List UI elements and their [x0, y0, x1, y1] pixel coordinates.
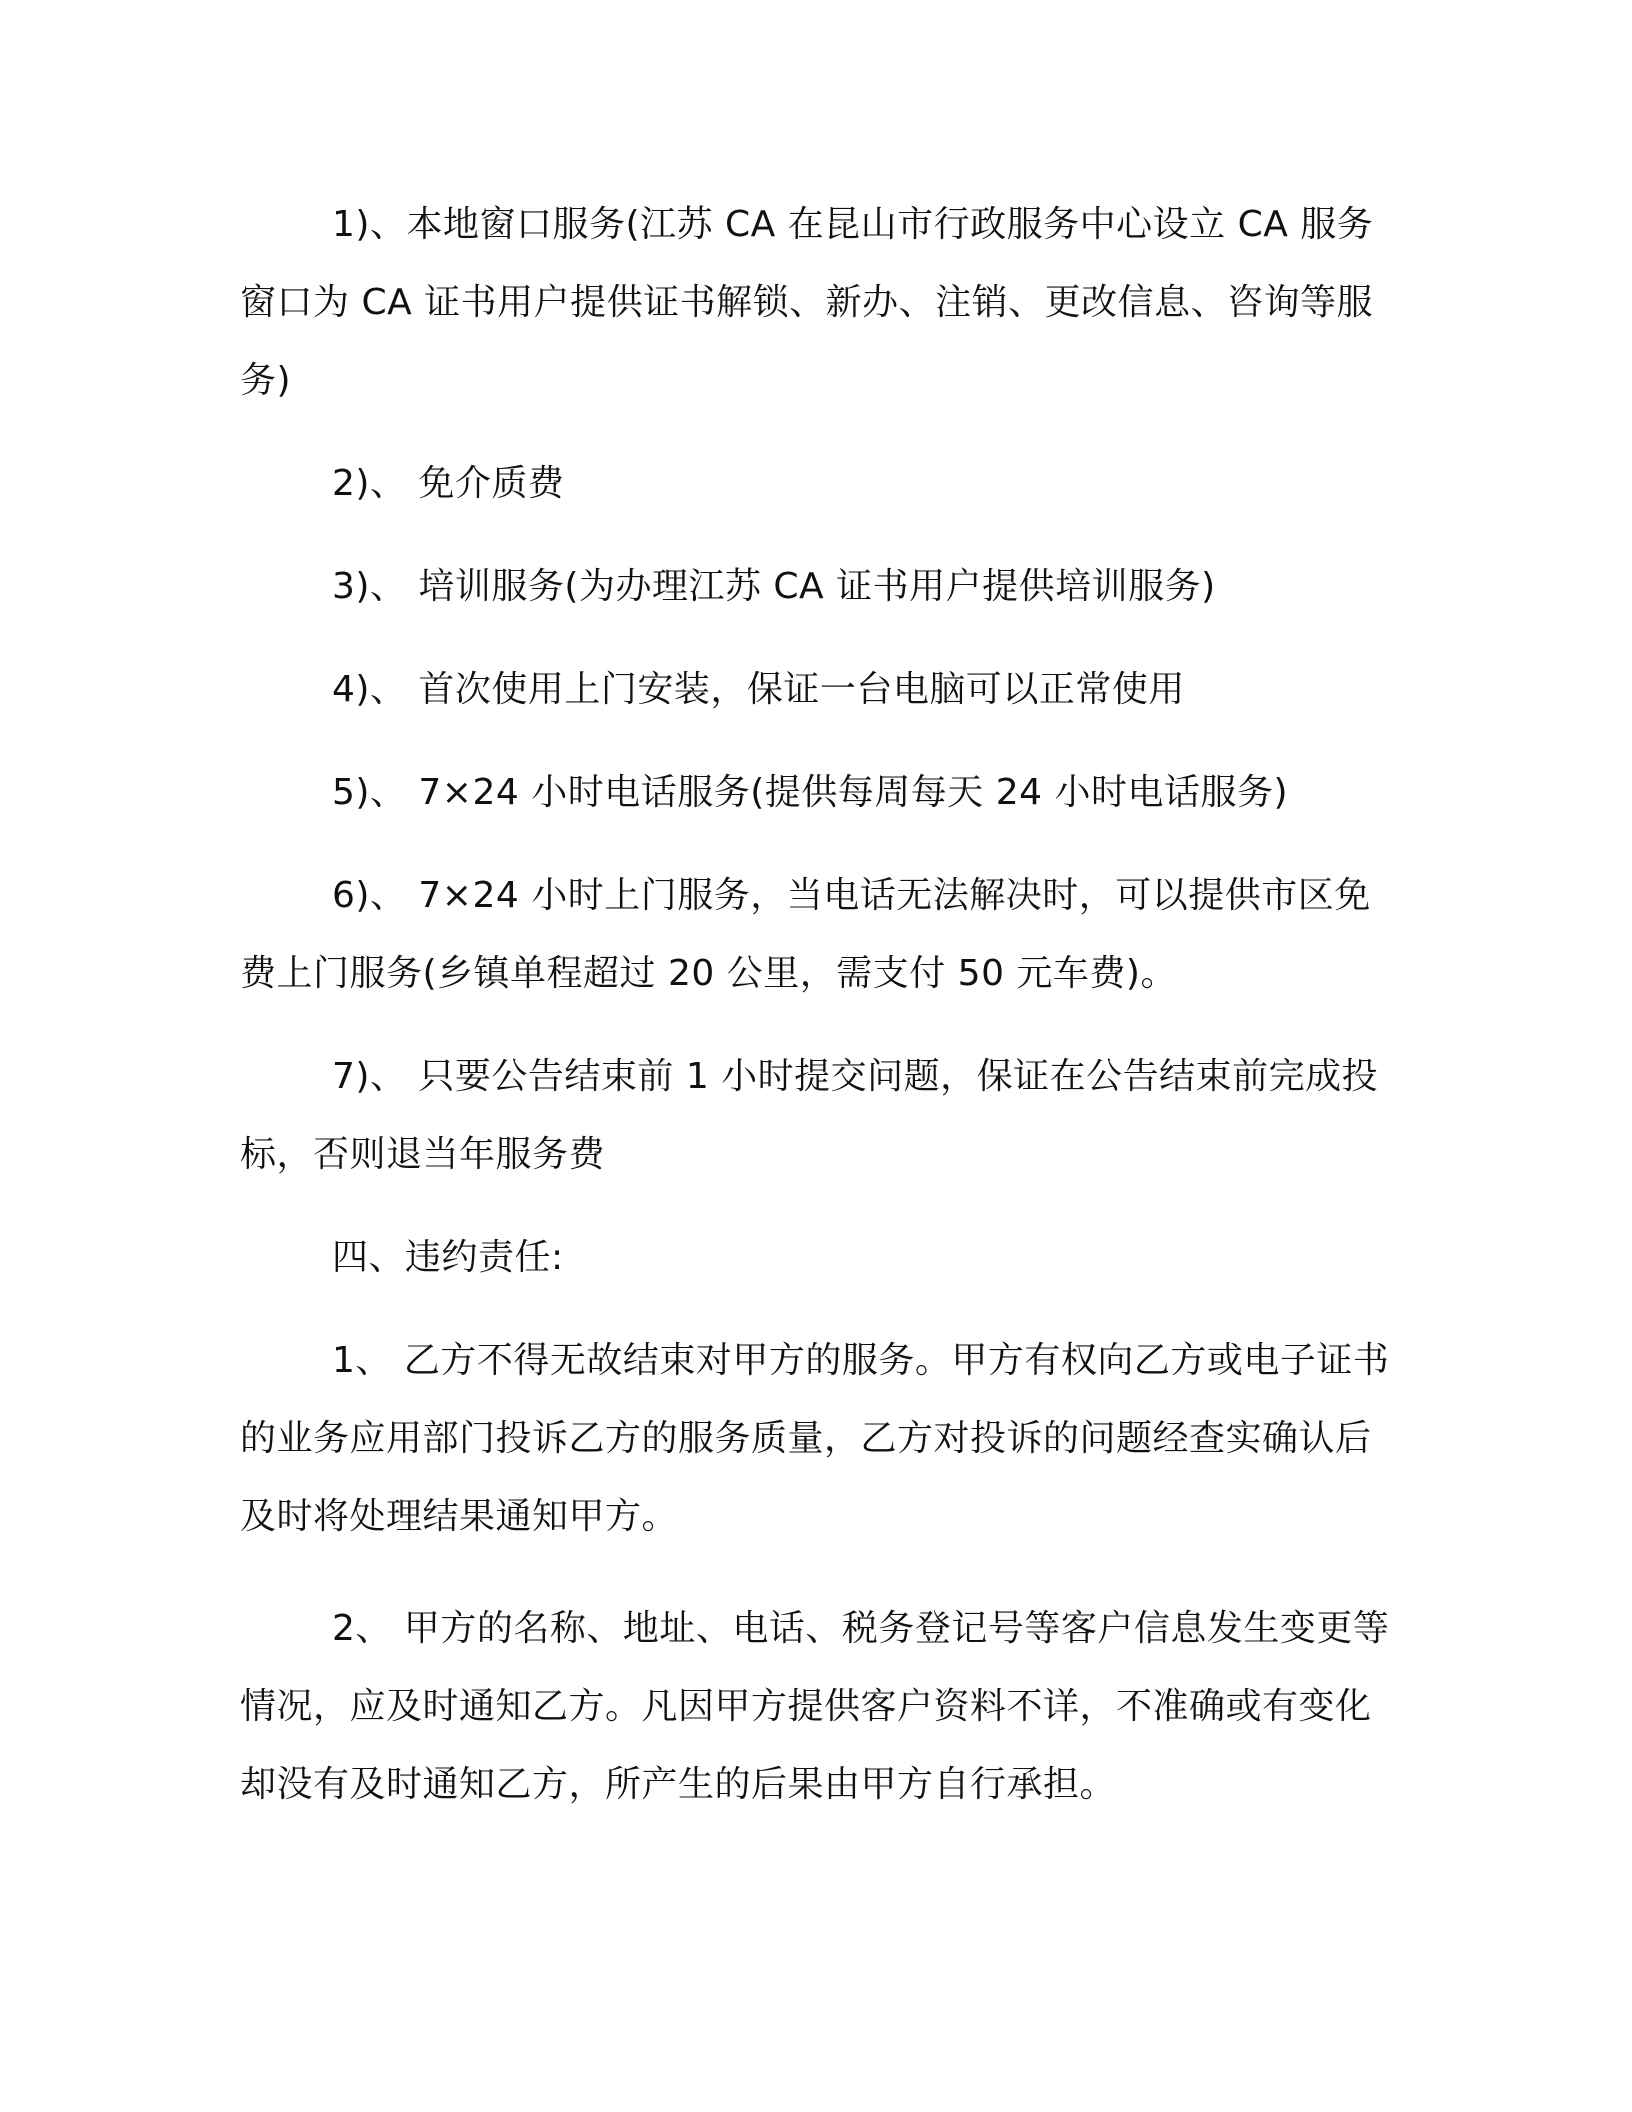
paragraph-liability-1: 1、 乙方不得无故结束对甲方的服务。甲方有权向乙方或电子证书的业务应用部门投诉乙方的服务质量，乙方对投诉的问题经查实确认后及时将处理结果通知甲方。: [240, 1340, 1390, 1537]
paragraph-liability-2: 2、 甲方的名称、地址、电话、税务登记号等客户信息发生变更等情况，应及时通知乙方。凡因甲方提供客户资料不详，不准确或有变化却没有及时通知乙方，所产生的后果由甲方自行承担。: [240, 1608, 1390, 1805]
paragraph-service-5: 5)、 7×24 小时电话服务(提供每周每天 24 小时电话服务): [332, 772, 1288, 813]
paragraph-service-3: 3)、 培训服务(为办理江苏 CA 证书用户提供培训服务): [332, 566, 1216, 607]
section-heading-liability: 四、违约责任:: [332, 1237, 564, 1278]
paragraph-service-2: 2)、 免介质费: [332, 463, 565, 504]
paragraph-service-4: 4)、 首次使用上门安装，保证一台电脑可以正常使用: [332, 669, 1185, 710]
paragraph-service-7: 7)、 只要公告结束前 1 小时提交问题，保证在公告结束前完成投标，否则退当年服务费: [240, 1056, 1379, 1175]
document-body: [240, 186, 1390, 1824]
paragraph-service-6: 6)、 7×24 小时上门服务，当电话无法解决时，可以提供市区免费上门服务(乡镇单程超过 20 公里，需支付 50 元车费)。: [240, 875, 1371, 994]
paragraph-service-1: 1)、本地窗口服务(江苏 CA 在昆山市行政服务中心设立 CA 服务窗口为 CA 证书用户提供证书解锁、新办、注销、更改信息、咨询等服务): [240, 204, 1374, 401]
